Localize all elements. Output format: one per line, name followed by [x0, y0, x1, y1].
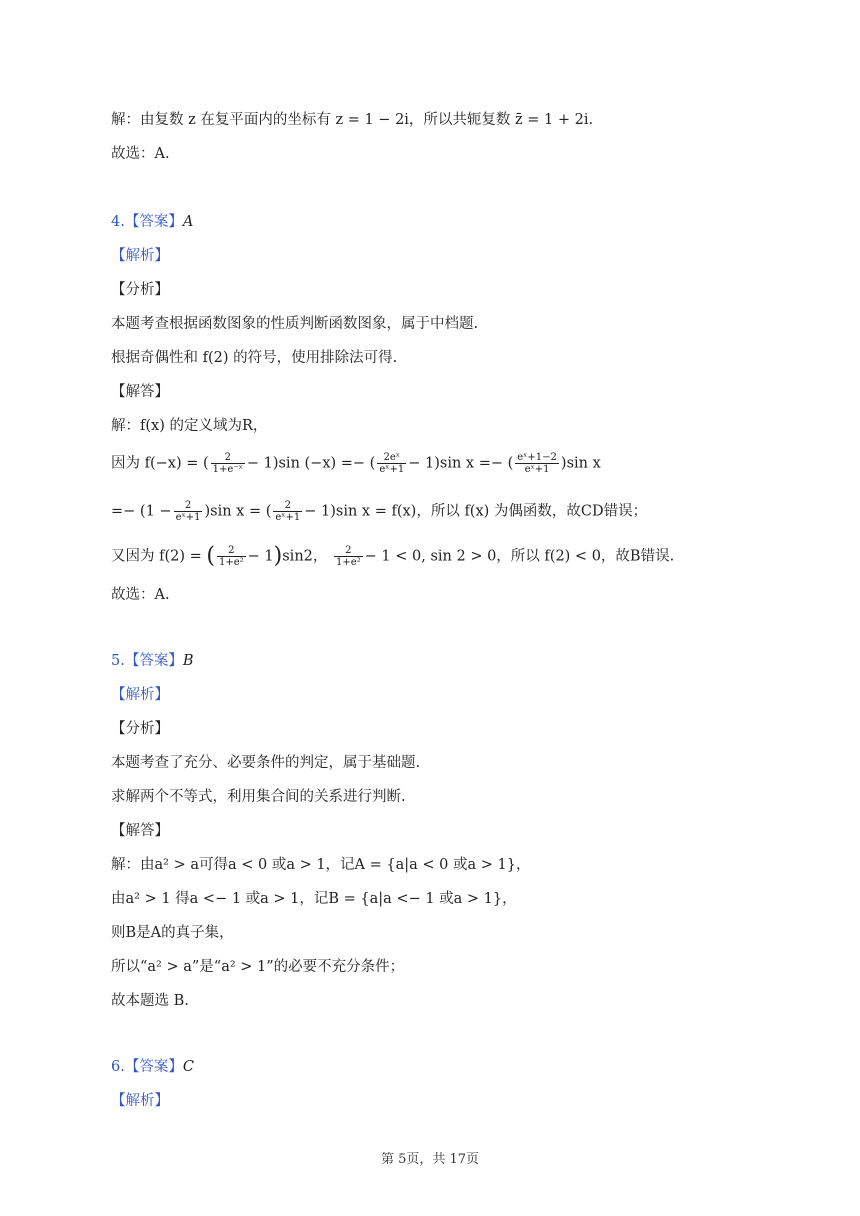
q5-answer-heading: 5.【答案】B [111, 653, 194, 669]
q6-jiexi: 【解析】 [111, 1093, 169, 1109]
q6-answer-heading: 6.【答案】C [111, 1059, 194, 1075]
q5-analysis-1: 本题考查了充分、必要条件的判定，属于基础题. [111, 755, 421, 771]
q4-answer-heading: 4.【答案】A [111, 214, 194, 230]
q5-jiexi: 【解析】 [111, 687, 169, 703]
fraction: $\frac{\text{2eˣ}}{\text{eˣ+1}}$ [379, 452, 405, 475]
q4-fenxi: 【分析】 [111, 282, 169, 298]
q3-choice: 故选：A. [111, 146, 170, 162]
fraction: $\frac{2}{\text{1+e²}}$ [218, 545, 244, 568]
q4-analysis-1: 本题考查根据函数图象的性质判断函数图象，属于中档题. [111, 316, 479, 332]
fraction: $\frac{\text{eˣ+1−2}}{\text{eˣ+1}}$ [517, 452, 557, 475]
q4-step-3: =− (1 − $\frac{2}{\text{eˣ+1}}$ )sin x = ( $\frac{2}{\text{eˣ+1}}$ − 1)sin x = f(x)，所以 f(x) 为偶函数，故CD错误； [111, 500, 648, 523]
q4-analysis-2: 根据奇偶性和 f(2) 的符号，使用排除法可得. [111, 350, 398, 366]
fraction: $\frac{2}{\text{1+e²}}$ [336, 545, 361, 568]
q5-step-2: 由a² > 1 得a <− 1 或a > 1，记B = {a|a <− 1 或a > 1}， [111, 891, 517, 907]
q4-step-1: 解：f(x) 的定义域为R， [111, 418, 268, 434]
q5-jieda: 【解答】 [111, 823, 169, 839]
q5-step-3: 则B是A的真子集， [111, 925, 234, 941]
q5-analysis-2: 求解两个不等式，利用集合间的关系进行判断. [111, 789, 406, 805]
q3-solution: 解：由复数 z 在复平面内的坐标有 z = 1 − 2i，所以共轭复数 z̄ = 1 + 2i. [111, 112, 594, 128]
q4-jiexi: 【解析】 [111, 248, 169, 264]
fraction: $\frac{2}{\text{1+e⁻ˣ}}$ [212, 452, 243, 475]
q4-step-4: 又因为 f(2) = ( $\frac{2}{\text{1+e²}}$ − 1)sin2， $\frac{2}{\text{1+e²}}$ − 1 < 0, sin 2 > 0，所以 f(2) < 0，故B错误. [111, 543, 675, 569]
fraction: $\frac{2}{\text{eˣ+1}}$ [175, 500, 201, 523]
q5-fenxi: 【分析】 [111, 721, 169, 737]
q5-choice: 故本题选 B. [111, 993, 189, 1009]
q5-step-4: 所以“a² > a”是“a² > 1”的必要不充分条件； [111, 959, 405, 975]
q4-jieda: 【解答】 [111, 384, 169, 400]
page-footer: 第 5页，共 17页 [380, 1152, 480, 1167]
q4-choice: 故选：A. [111, 587, 170, 603]
q4-step-2: 因为 f(−x) = ( $\frac{2}{\text{1+e⁻ˣ}}$ − 1)sin (−x) =− ( $\frac{\text{2eˣ}}{\text{eˣ+1}}$ − 1)sin x =− ( $\frac{\text{eˣ+1−2}}{\text{eˣ+1}}$ )sin x [111, 452, 601, 475]
fraction: $\frac{2}{\text{eˣ+1}}$ [275, 500, 301, 523]
q5-step-1: 解：由a² > a可得a < 0 或a > 1，记A = {a|a < 0 或a > 1}， [111, 857, 531, 873]
